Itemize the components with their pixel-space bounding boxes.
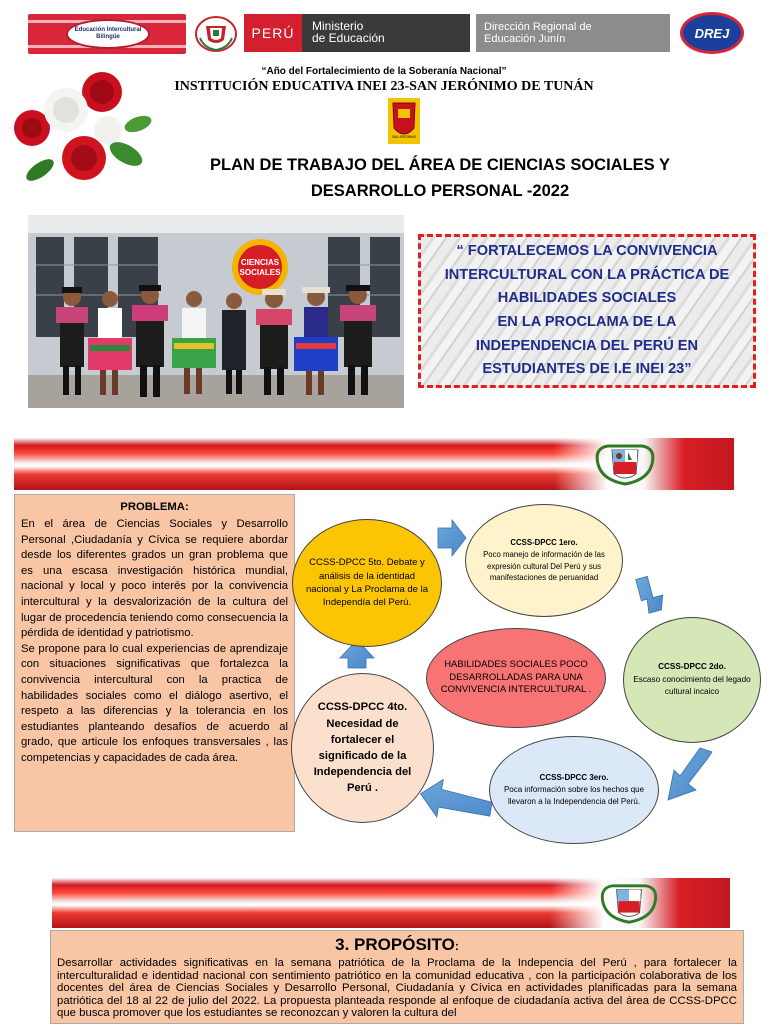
sign-line-1: CIENCIAS <box>240 258 280 267</box>
insignia-text: SAN JERÓNIMO <box>391 135 417 139</box>
node-3ero-title: CCSS-DPCC 3ero. <box>539 773 609 783</box>
slogan-line-3: HABILIDADES SOCIALES <box>497 290 677 307</box>
node-3ero-body: Poca información sobre los hechos que llevaron a la Independencia del Perú. <box>503 785 645 806</box>
slogan-line-5: INDEPENDENCIA DEL PERÚ EN <box>475 337 699 354</box>
slogan-line-1: “ FORTALECEMOS LA CONVIVENCIA <box>456 243 718 260</box>
arrow-down-left-icon <box>668 748 712 800</box>
eib-logo <box>28 14 186 54</box>
node-5to-body: Debate y análisis de la identidad nacional y La Proclama de la Independía del Perú. <box>306 557 428 609</box>
minedu-logo <box>302 14 470 52</box>
peru-flag-banner <box>14 438 734 490</box>
cycle-node-2do <box>623 617 761 743</box>
cycle-center-node <box>426 628 606 728</box>
center-node-body: HABILIDADES SOCIALES POCO DESARROLLADAS PARA UNA CONVIVENCIA INTERCULTURAL . <box>440 659 592 696</box>
node-2do-title: CCSS-DPCC 2do. <box>658 662 726 672</box>
slogan-line-6: ESTUDIANTES DE I.E INEI 23” <box>482 361 692 378</box>
problem-paragraph-2: Se propone para lo cual experiencias de aprendizaje con situaciones significativas que fortalezca la convivencia intercultural con la practica de habilidades sociales como el diálogo asertivo, el respeto a las diferencias y la tolerancia en los estudiantes planteando desafíos de acuerdo al grado, que articule los enfoques transversales , las competencias y capacidades de cada área. <box>21 642 288 764</box>
purpose-title <box>57 935 737 955</box>
slogan-text <box>445 240 730 382</box>
plan-title <box>150 152 730 204</box>
year-motto: “Año del Fortalecimiento de la Soberanía Nacional” <box>261 66 507 77</box>
purpose-box <box>50 930 744 1024</box>
node-5to-title: CCSS-DPCC 5to. <box>309 557 385 569</box>
peru-brand-text: PERÚ <box>251 25 295 41</box>
cycle-node-5to <box>292 519 442 647</box>
dre-line-2: Educación Junín <box>484 33 566 45</box>
drej-logo <box>678 10 746 56</box>
purpose-title-text: 3. PROPÓSITO <box>335 935 455 954</box>
arrow-left-icon <box>417 776 495 826</box>
cycle-node-3ero <box>489 736 659 844</box>
slogan-box <box>418 234 756 388</box>
minedu-line-1: Ministerio <box>312 19 364 33</box>
peru-coat-of-arms-icon <box>588 440 662 488</box>
problem-box <box>14 494 295 832</box>
node-2do-body: Escaso conocimiento del legado cultural incaico <box>633 674 751 697</box>
dre-line-1: Dirección Regional de <box>484 21 592 33</box>
purpose-title-suffix: : <box>454 939 459 953</box>
plan-title-line-1: PLAN DE TRABAJO DEL ÁREA DE CIENCIAS SOCIALES Y <box>210 156 670 174</box>
teachers-group-photo <box>28 215 404 408</box>
problem-paragraph-1: En el área de Ciencias Sociales y Desarrollo Personal ,Ciudadanía y Cívica se requiere abordar desde los diferentes grados un gran problema que es una escasa investigación histórica mundial, nacional y local y poco interés por la convivencia intercultural y la desvalorización de la cultura del lugar de procedencia teniendo como consecuencia la pérdida de identidad y patriotismo. <box>21 518 288 640</box>
peru-coat-of-arms-icon <box>592 880 666 926</box>
node-4to-title: CCSS-DPCC 4to. <box>317 701 408 714</box>
eib-logo-text: Educación Intercultural Bilingüe <box>74 27 142 40</box>
node-1ero-body: Poco manejo de información de las expresión cultural Del Perú y sus manifestaciones de peruanidad <box>483 549 605 583</box>
institution-name: INSTITUCIÓN EDUCATIVA INEI 23-SAN JERÓNIMO DE TUNÁN <box>174 79 594 94</box>
cycle-node-4to <box>291 673 434 823</box>
cycle-node-1ero <box>465 504 623 617</box>
problem-title: PROBLEMA: <box>120 501 189 513</box>
sign-line-2: SOCIALES <box>239 268 281 277</box>
node-1ero-title: CCSS-DPCC 1ero. <box>510 538 578 548</box>
dre-junin-logo <box>476 14 670 52</box>
minedu-line-2: de Educación <box>312 31 385 45</box>
node-4to-body: Necesidad de fortalecer el significado de la Independencia del Perú . <box>313 717 412 795</box>
slogan-line-2: INTERCULTURAL CON LA PRÁCTICA DE <box>444 266 730 283</box>
drej-logo-text: DREJ <box>694 25 730 41</box>
plan-title-line-2: DESARROLLO PERSONAL -2022 <box>310 182 570 200</box>
purpose-body: Desarrollar actividades significativas en la semana patriótica de la Proclama de la Indepencia del Perú , para fortalecer la interculturalidad e identidad nacional con sentimiento patriótico en la comunidad educativa , con la participación colaborativa de los docentes del área de Ciencias Sociales y Desarrollo Personal, Ciudadanía y Cívica en actividades planificadas para la semana patriótica del 18 al 22 de julio del 2022. La propuesta planteada responde al enfoque de ciudadanía activa del área de CCSS-DPCC que busca promover que los estudiantes se reconozcan y valoren la cultura del <box>57 957 737 1020</box>
school-insignia <box>388 98 420 144</box>
regional-government-seal <box>192 14 240 54</box>
peru-brand-logo <box>244 14 302 52</box>
arrow-down-right-icon <box>636 574 667 614</box>
ciencias-sociales-sign <box>232 239 288 295</box>
slogan-line-4: EN LA PROCLAMA DE LA <box>497 314 677 330</box>
peru-flag-banner-2 <box>52 878 730 928</box>
arrow-right-icon <box>438 520 466 556</box>
